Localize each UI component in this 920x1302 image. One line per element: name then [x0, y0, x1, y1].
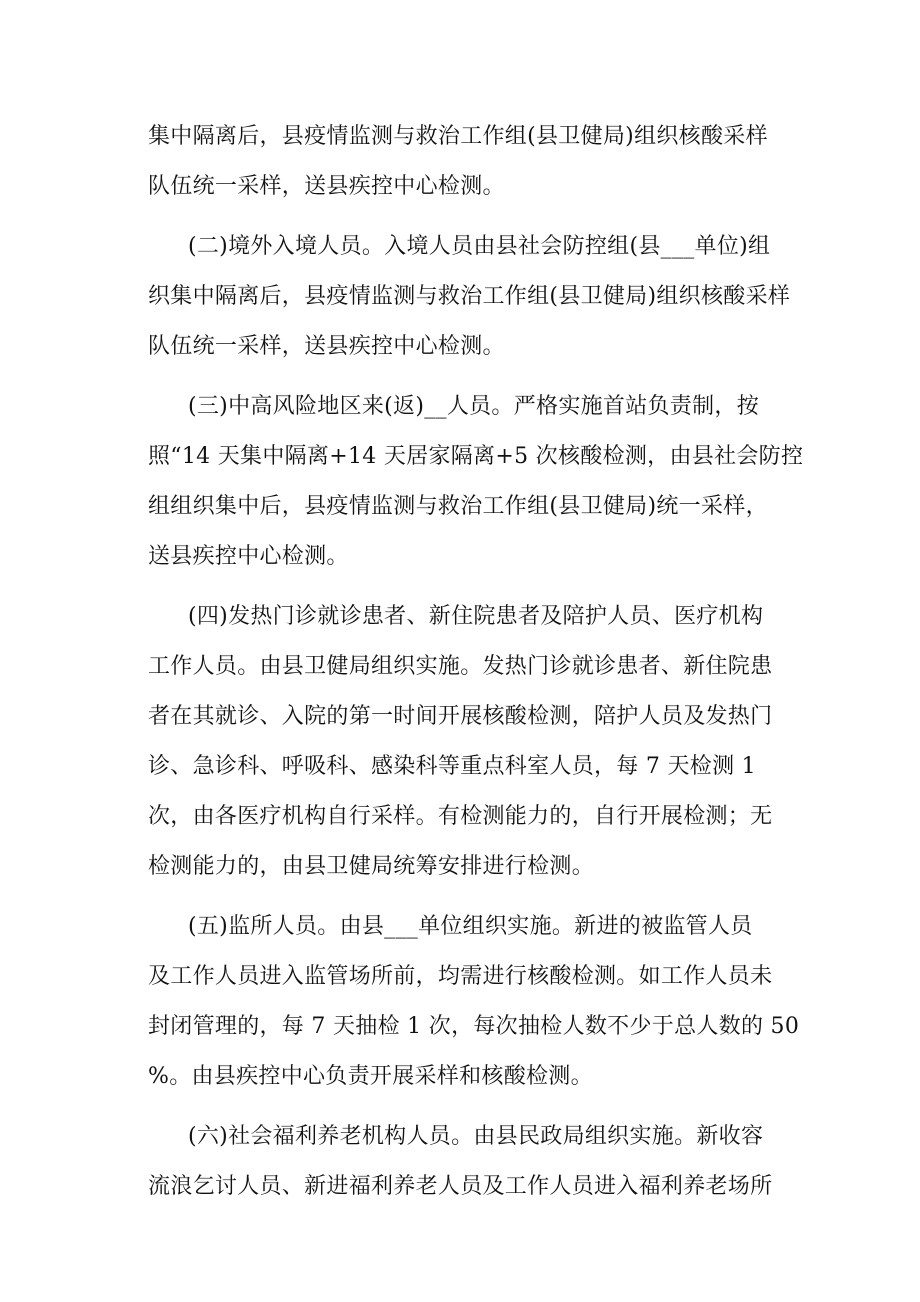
- paragraph-6-line: (六)社会福利养老机构人员。由县民政局组织实施。新收容: [188, 1124, 764, 1149]
- text-line: 检测能力的，由县卫健局统筹安排进行检测。: [148, 854, 595, 879]
- text-line: 送县疾控中心检测。: [148, 544, 349, 569]
- text-line: 队伍统一采样，送县疾控中心检测。: [148, 174, 505, 199]
- text-line: 流浪乞讨人员、新进福利养老人员及工作人员进入福利养老场所: [148, 1174, 773, 1199]
- text-line: 诊、急诊科、呼吸科、感染科等重点科室人员，每 7 天检测 1: [148, 754, 756, 779]
- text-line: 封闭管理的，每 7 天抽检 1 次，每次抽检人数不少于总人数的 50: [148, 1014, 800, 1039]
- text-line: 照“14 天集中隔离+14 天居家隔离+5 次核酸检测，由县社会防控: [148, 444, 804, 469]
- paragraph-3-line: (三)中高风险地区来(返)__人员。严格实施首站负责制，按: [188, 394, 760, 419]
- paragraph-5-line: (五)监所人员。由县___单位组织实施。新进的被监管人员: [188, 914, 753, 939]
- text-line: 集中隔离后，县疫情监测与救治工作组(县卫健局)组织核酸采样: [148, 124, 768, 149]
- text-line: 及工作人员进入监管场所前，均需进行核酸检测。如工作人员未: [148, 964, 773, 989]
- text-line: 工作人员。由县卫健局组织实施。发热门诊就诊患者、新住院患: [148, 654, 773, 679]
- paragraph-2-line: (二)境外入境人员。入境人员由县社会防控组(县___单位)组: [188, 234, 771, 259]
- text-line: 次，由各医疗机构自行采样。有检测能力的，自行开展检测；无: [148, 804, 773, 829]
- text-line: %。由县疾控中心负责开展采样和核酸检测。: [148, 1064, 593, 1089]
- text-line: 织集中隔离后，县疫情监测与救治工作组(县卫健局)组织核酸采样: [148, 284, 791, 309]
- paragraph-4-line: (四)发热门诊就诊患者、新住院患者及陪护人员、医疗机构: [188, 604, 764, 629]
- text-line: 者在其就诊、入院的第一时间开展核酸检测，陪护人员及发热门: [148, 704, 773, 729]
- text-line: 组组织集中后，县疫情监测与救治工作组(县卫健局)统一采样，: [148, 494, 768, 519]
- text-line: 队伍统一采样，送县疾控中心检测。: [148, 334, 505, 359]
